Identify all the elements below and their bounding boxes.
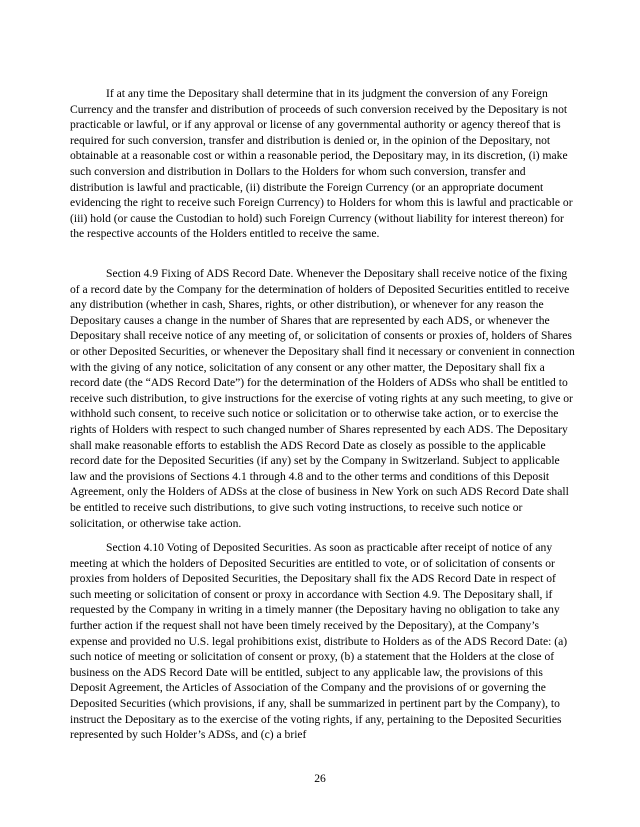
paragraph-currency-conversion: If at any time the Depositary shall determine that in its judgment the conversion of any Foreign Currency and the transfer and distribution of proceeds of such conversion received by the Depositary is not practicable or lawful, or if any approval or license of any governmental authority or agency thereof that is required for such conversion, transfer and distribution is denied or, in the opinion of the Depositary, not obtainable at a reasonable cost or within a reasonable period, the Depositary may, in its discretion, (i) make such conversion and distribution in Dollars to the Holders for whom such conversion, transfer and distribution is lawful and practicable, (ii) distribute the Foreign Currency (or an appropriate document evidencing the right to receive such Foreign Currency) to Holders for whom this is lawful and practicable or (iii) hold (or cause the Custodian to hold) such Foreign Currency (without liability for interest thereon) for the respective accounts of the Holders entitled to receive the same.: [70, 87, 573, 241]
paragraph-section-4-10: Section 4.10 Voting of Deposited Securities. As soon as practicable after receipt of notice of any meeting at which the holders of Deposited Securities are entitled to vote, or of solicitation of consents or proxies from holders of Deposited Securities, the Depositary shall fix the ADS Record Date in respect of such meeting or solicitation of consent or proxy in accordance with Section 4.9. The Depositary shall, if requested by the Company in writing in a timely manner (the Depositary having no obligation to take any further action if the request shall not have been timely received by the Depositary), at the Company’s expense and provided no U.S. legal prohibitions exist, distribute to Holders as of the ADS Record Date: (a) such notice of meeting or solicitation of consent or proxy, (b) a statement that the Holders at the close of business on the ADS Record Date will be entitled, subject to any applicable law, the provisions of this Deposit Agreement, the Articles of Association of the Company and the provisions of or governing the Deposited Securities (which provisions, if any, shall be summarized in pertinent part by the Company), to instruct the Depositary as to the exercise of the voting rights, if any, pertaining to the Deposited Securities represented by such Holder’s ADSs, and (c) a brief: [70, 541, 568, 742]
page-number: 26: [314, 772, 326, 785]
paragraph-section-4-9: Section 4.9 Fixing of ADS Record Date. Whenever the Depositary shall receive notice of the fixing of a record date by the Company for the determination of holders of Deposited Securities entitled to receive any distribution (whether in cash, Shares, rights, or other distribution), or whenever for any reason the Depositary causes a change in the number of Shares that are represented by each ADS, or whenever the Depositary shall receive notice of any meeting of, or solicitation of consents or proxies of, holders of Shares or other Deposited Securities, or whenever the Depositary shall find it necessary or convenient in connection with the giving of any notice, solicitation of any consent or any other matter, the Depositary shall fix a record date (the “ADS Record Date”) for the determination of the Holders of ADSs who shall be entitled to receive such distribution, to give instructions for the exercise of voting rights at any such meeting, to give or withhold such consent, to receive such notice or solicitation or to otherwise take action, or to exercise the rights of Holders with respect to such changed number of Shares represented by each ADS. The Depositary shall make reasonable efforts to establish the ADS Record Date as closely as possible to the applicable record date for the Deposited Securities (if any) set by the Company in Switzerland. Subject to applicable law and the provisions of Sections 4.1 through 4.8 and to the other terms and conditions of this Deposit Agreement, only the Holders of ADSs at the close of business in New York on such ADS Record Date shall be entitled to receive such distributions, to give such voting instructions, to receive such notice or solicitation, or otherwise take action.: [70, 267, 575, 530]
